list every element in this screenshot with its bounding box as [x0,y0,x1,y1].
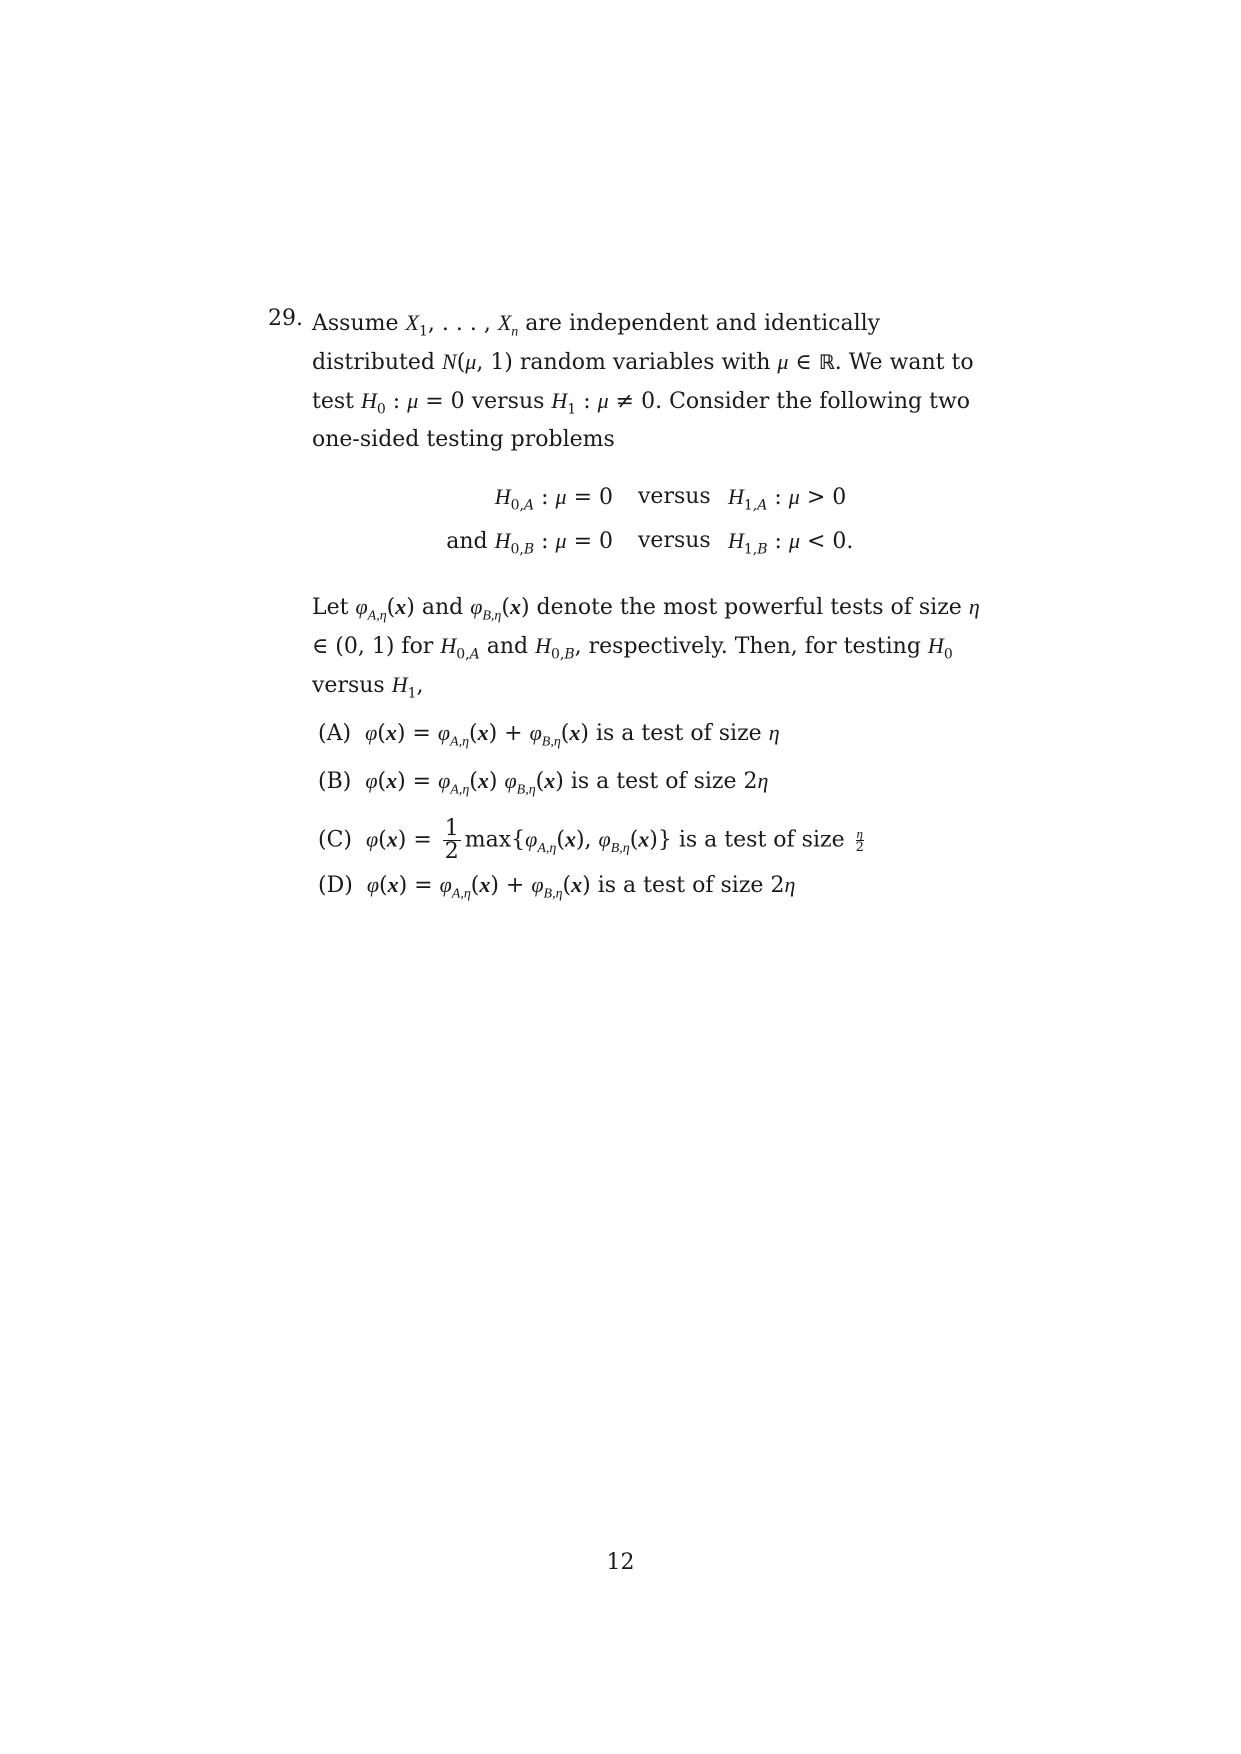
question-intro: Assume $X_1$, . . . , $X_n$ are independent and identically distributed N(μ, 1) random variables with μ ∈ ℝ. We want to test $H_0$ : μ = 0 versus $H_1$ : μ ≠ 0. Consider the following two one-sided testing problems [312,310,974,452]
option-c[interactable]: (C) φ(x) = $\frac{1}{2}$ $\max\{\varphi_{A,\eta}(x)$, $\varphi_{B,\eta}(x)$} is a test of size $\frac{\eta}{2}$ [318,816,864,864]
option-d[interactable]: (D) $\varphi(x) = \varphi_{A,\eta}(x) + \varphi_{B,\eta}(x)$ is a test of size 2η [318,872,796,902]
page-number: 12 [606,1550,635,1575]
question-body: Let $\varphi_{A,\eta}(x)$ and $\varphi_{B,\eta}(x)$ denote the most powerful tests of size η ∈ (0, 1) for $H_{0,A}$ and $H_{0,B}$, respectively. Then, for testing $H_0$ versus $H_1$, [312,594,980,702]
option-a[interactable]: (A) $\varphi(x) = \varphi_{A,\eta}(x) + \varphi_{B,\eta}(x)$ is a test of size η [318,720,780,750]
option-b[interactable]: (B) $\varphi(x) = \varphi_{A,\eta}(x)$ $\varphi_{B,\eta}(x)$ is a test of size 2η [318,768,769,798]
exam-page: 29. Assume $X_1$, . . . , $X_n$ are independent and identically distributed N(μ, 1) random variables with μ ∈ ℝ. We want to test $H_0$ : μ = 0 versus $H_1$ : μ ≠ 0. Consider the following two one-sided testing problems $H_{0,A}$ : μ = 0 versus $H_{1,A}$ : μ > 0 and $H_{0,B}$ : μ = 0 versus $H_{1,B}$ : μ < 0. Let $\varphi_{A,\eta}(x)$ and $\varphi_{B,\eta}(x)$ denote the most powerful tests of size η ∈ (0, 1) for $H_{0,A}$ and $H_{0,B}$, respectively. Then, for testing $H_0$ versus $H_1$, (A) $\varphi(x) = \varphi_{A,\eta}(x) + \varphi_{B,\eta}(x)$ is a test of size η (B) $\varphi(x) = \varphi_{A,\eta}(x)$ $\varphi_{B,\eta}(x)$ is a test of size 2η (C) φ(x) = $\frac{1}{2}$ $\max\{\varphi_{A,\eta}(x)$, $\varphi_{B,\eta}(x)$} is a test of size $\frac{\eta}{2}$ (D) $\varphi(x) = \varphi_{A,\eta}(x) + \varphi_{B,\eta}(x)$ is a test of size 2η 12 [0,0,1241,1754]
question-number: 29. [268,306,303,331]
